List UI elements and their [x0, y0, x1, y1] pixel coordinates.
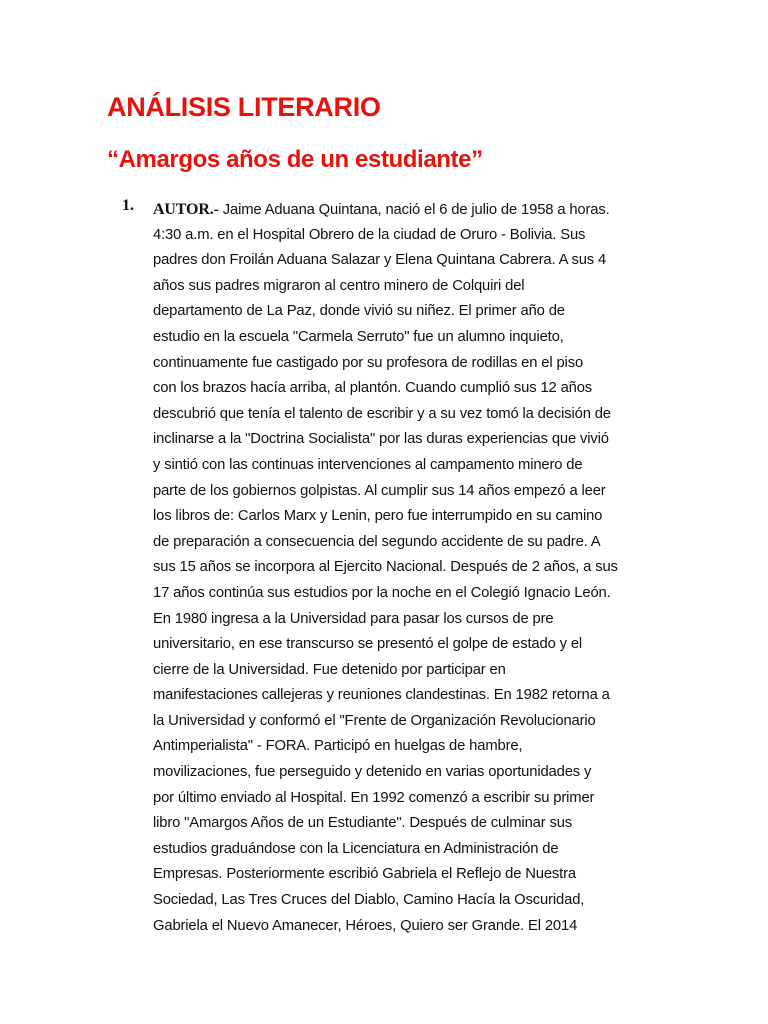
paragraph-line: años sus padres migraron al centro minero de Colquiri del: [153, 277, 525, 294]
paragraph-line: departamento de La Paz, donde vivió su niñez. El primer año de: [153, 303, 565, 320]
paragraph-line: padres don Froilán Aduana Salazar y Elena Quintana Cabrera. A sus 4: [153, 252, 607, 269]
paragraph-line: inclinarse a la "Doctrina Socialista" por las duras experiencias que vivió: [153, 431, 609, 448]
paragraph-line: continuamente fue castigado por su profesora de rodillas en el piso: [153, 354, 584, 371]
paragraph-line: 4:30 a.m. en el Hospital Obrero de la ciudad de Oruro - Bolivia. Sus: [153, 226, 586, 243]
paragraph-line: descubrió que tenía el talento de escribir y a su vez tomó la decisión de: [153, 405, 611, 422]
paragraph-line: la Universidad y conformó el "Frente de Organización Revolucionario: [153, 712, 596, 729]
document-subtitle: “Amargos años de un estudiante”: [107, 146, 483, 173]
paragraph-line-text: Jaime Aduana Quintana, nació el 6 de julio de 1958 a horas.: [218, 202, 610, 218]
paragraph-line: Antimperialista" - FORA. Participó en huelgas de hambre,: [153, 738, 523, 755]
paragraph-line: Gabriela el Nuevo Amanecer, Héroes, Quiero ser Grande. El 2014: [153, 917, 578, 934]
paragraph-line: libro "Amargos Años de un Estudiante". Después de culminar sus: [153, 815, 573, 832]
paragraph-line: con los brazos hacía arriba, al plantón. Cuando cumplió sus 12 años: [153, 380, 593, 397]
author-paragraph: [153, 197, 653, 939]
paragraph-line: por último enviado al Hospital. En 1992 comenzó a escribir su primer: [153, 789, 595, 806]
paragraph-line: parte de los gobiernos golpistas. Al cumplir sus 14 años empezó a leer: [153, 482, 606, 499]
list-item-number: 1.: [122, 197, 134, 214]
paragraph-line: [153, 197, 653, 223]
paragraph-line: Sociedad, Las Tres Cruces del Diablo, Camino Hacía la Oscuridad,: [153, 892, 585, 909]
paragraph-line: sus 15 años se incorpora al Ejercito Nacional. Después de 2 años, a sus: [153, 559, 618, 576]
paragraph-line: y sintió con las continuas intervenciones al campamento minero de: [153, 456, 583, 473]
paragraph-line: estudios graduándose con la Licenciatura en Administración de: [153, 840, 559, 857]
author-label: AUTOR.-: [153, 201, 219, 218]
paragraph-line: de preparación a consecuencia del segundo accidente de su padre. A: [153, 533, 601, 550]
paragraph-line: 17 años continúa sus estudios por la noche en el Colegió Ignacio León.: [153, 584, 611, 601]
paragraph-line: manifestaciones callejeras y reuniones clandestinas. En 1982 retorna a: [153, 687, 610, 704]
paragraph-line: universitario, en ese transcurso se presentó el golpe de estado y el: [153, 636, 583, 653]
paragraph-line: los libros de: Carlos Marx y Lenin, pero fue interrumpido en su camino: [153, 508, 603, 525]
paragraph-line: movilizaciones, fue perseguido y detenido en varias oportunidades y: [153, 764, 592, 781]
paragraph-line: Empresas. Posteriormente escribió Gabriela el Reflejo de Nuestra: [153, 866, 576, 883]
document-title: ANÁLISIS LITERARIO: [107, 92, 381, 122]
paragraph-line: estudio en la escuela "Carmela Serruto" fue un alumno inquieto,: [153, 328, 564, 345]
paragraph-line: cierre de la Universidad. Fue detenido por participar en: [153, 661, 506, 678]
paragraph-line: En 1980 ingresa a la Universidad para pasar los cursos de pre: [153, 610, 554, 627]
